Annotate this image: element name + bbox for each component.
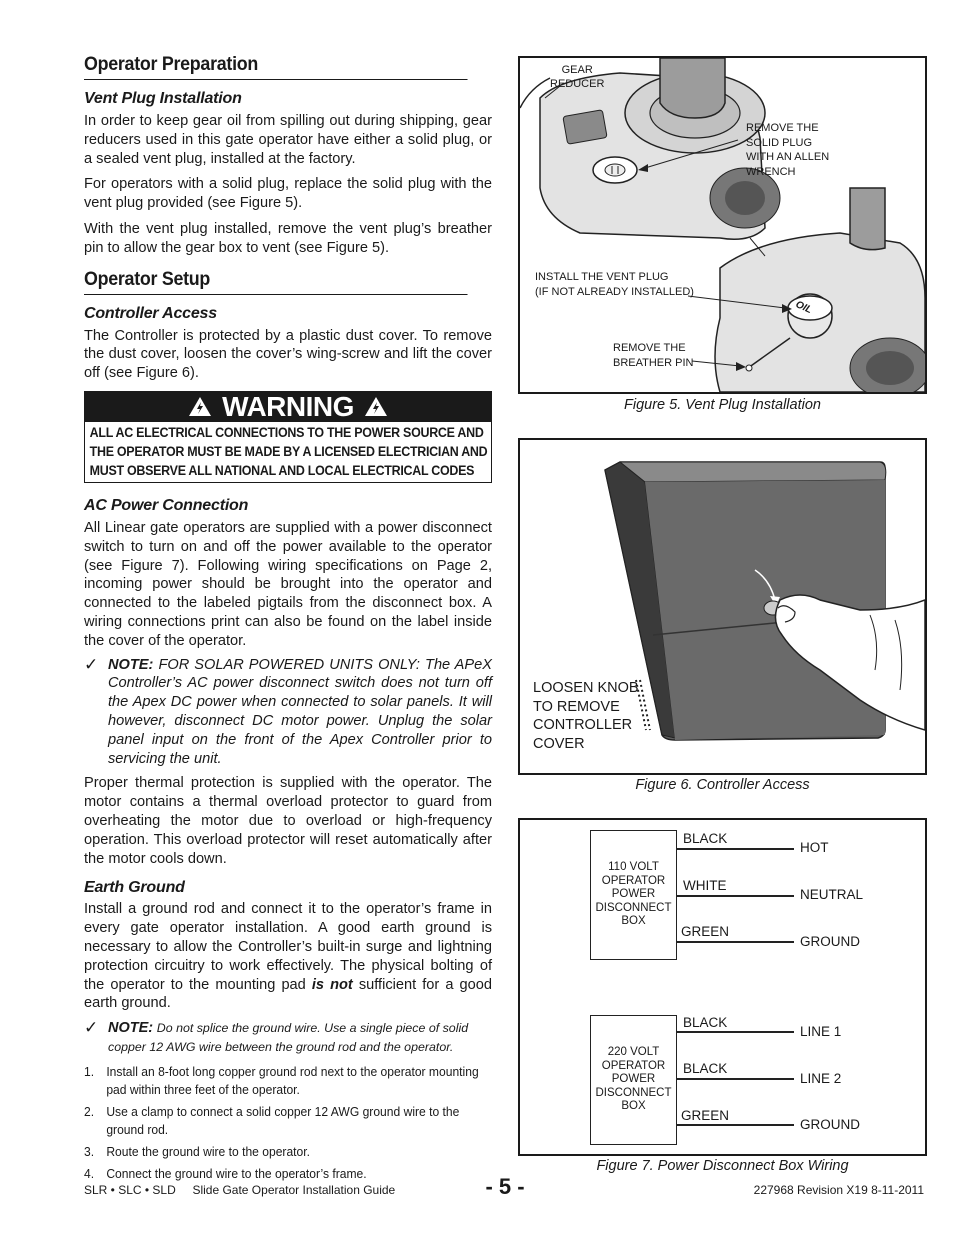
wire-line — [677, 895, 794, 897]
ground-note-body: Do not splice the ground wire. Use a single piece of solid copper 12 AWG wire between the ground rod and the operator. — [108, 1021, 469, 1054]
figure-5-caption: Figure 5. Vent Plug Installation — [624, 397, 821, 413]
wire-function-label: LINE 2 — [800, 1071, 842, 1086]
left-column — [84, 52, 492, 1183]
checkmark-icon: ✓ — [84, 654, 99, 674]
note-label: NOTE: — [108, 656, 154, 673]
oil-cap-label: OIL — [793, 299, 814, 317]
figure-6-caption: Figure 6. Controller Access — [635, 777, 810, 793]
wire-color-label: BLACK — [683, 1015, 728, 1030]
solar-note-body: FOR SOLAR POWERED UNITS ONLY: The APeX Controller’s AC power disconnect switch does not turn off the Apex DC power when connected to solar panels. It will however, disconnect DC motor power. Unplug the solar panel input on the front of the Apex Controller prior to servicing the unit. — [108, 656, 492, 767]
list-item: 4. Connect the ground wire to the operator’s frame. — [84, 1166, 367, 1182]
ac-power-heading: AC Power Connection — [84, 496, 249, 514]
list-item: 1. Install an 8-foot long copper ground rod next to the operator mounting pad within three feet of the operator. — [84, 1064, 479, 1098]
solar-note — [84, 656, 492, 769]
earth-ground-text-c: sufficient for a good earth ground. — [84, 976, 492, 1012]
page-number: - 5 - — [485, 1174, 525, 1199]
warning-triangle-icon — [364, 396, 388, 417]
vent-plug-paragraph-2: For operators with a solid plug, replace the solid plug with the vent plug provided (see Figure 5). — [84, 176, 492, 212]
footer-right: 227968 Revision X19 8-11-2011 — [753, 1183, 924, 1197]
loosen-knob-label: LOOSEN KNOB TO REMOVE CONTROLLER COVER — [533, 680, 639, 752]
ac-power-paragraph-1: All Linear gate operators are supplied with a power disconnect switch to turn on and off the power available to the operator (see Figure 7). Following wiring specifications on Page 2, incoming power should be brought into the operator and connected to the labeled pigtails from the disconnect box. A wiring connections print can also be found on the label inside the cover of the operator. — [84, 519, 492, 649]
warning-title: WARNING — [222, 390, 354, 422]
breather-pin-label: REMOVE THE BREATHER PIN — [613, 342, 694, 369]
wire-color-label: WHITE — [683, 878, 727, 893]
solid-plug-label: REMOVE THE SOLID PLUG WITH AN ALLEN WRENCH — [746, 122, 830, 178]
figure-7-caption: Figure 7. Power Disconnect Box Wiring — [596, 1158, 849, 1174]
ground-note — [84, 1019, 492, 1056]
wire-line — [677, 848, 794, 850]
gear-reducer-illustration — [520, 58, 925, 392]
wire-line — [677, 1031, 794, 1033]
vent-plug-paragraph-3: With the vent plug installed, remove the vent plug’s breather pin to allow the gear box to vent (see Figure 5). — [84, 220, 492, 256]
wire-color-label: GREEN — [681, 924, 730, 939]
figure-5 — [518, 56, 927, 394]
earth-ground-emphasis: is not — [311, 976, 353, 993]
wire-color-label: BLACK — [683, 831, 728, 846]
gear-reducer-label: GEAR REDUCER — [550, 64, 605, 90]
wire-function-label: LINE 1 — [800, 1024, 842, 1039]
figure-7 — [518, 818, 927, 1156]
figure-6 — [518, 438, 927, 775]
ground-steps-list — [84, 1063, 492, 1183]
earth-ground-heading: Earth Ground — [84, 879, 185, 897]
warning-text: ALL AC ELECTRICAL CONNECTIONS TO THE POWER SOURCE AND THE OPERATOR MUST BE MADE BY A LICENSED ELECTRICIAN AND MUST OBSERVE ALL NATIONAL AND LOCAL ELECTRICAL CODES — [89, 424, 488, 478]
ground-note-text — [108, 1019, 492, 1056]
wire-line — [677, 1078, 794, 1080]
vent-plug-heading: Vent Plug Installation — [84, 90, 242, 107]
wire-color-label: GREEN — [681, 1108, 730, 1123]
warning-header — [85, 392, 491, 422]
footer-left: SLR • SLC • SLD Slide Gate Operator Installation Guide — [84, 1183, 396, 1197]
note-label: NOTE: — [108, 1020, 154, 1037]
disconnect-box-110v: 110 VOLT OPERATOR POWER DISCONNECT BOX — [590, 830, 677, 960]
wire-function-label: GROUND — [800, 934, 860, 949]
checkmark-icon: ✓ — [84, 1018, 99, 1038]
wire-line — [677, 941, 794, 943]
list-item: 2. Use a clamp to connect a solid copper 12 AWG ground wire to the ground rod. — [84, 1104, 460, 1138]
wire-function-label: GROUND — [800, 1117, 860, 1132]
earth-ground-paragraph — [84, 900, 492, 1013]
ac-power-paragraph-2: Proper thermal protection is supplied with the operator. The motor contains a thermal overload protector to guard from overheating the motor due to overload or high-frequency operation. This overload protector will reset automatically after the motor cools down. — [84, 775, 492, 867]
disconnect-box-220v: 220 VOLT OPERATOR POWER DISCONNECT BOX — [590, 1015, 677, 1145]
wire-function-label: HOT — [800, 840, 829, 855]
list-item: 3. Route the ground wire to the operator. — [84, 1144, 310, 1160]
wire-line — [677, 1124, 794, 1126]
solar-note-text — [108, 656, 492, 769]
wire-color-label: BLACK — [683, 1061, 728, 1076]
operator-setup-heading: Operator Setup — [84, 269, 468, 295]
vent-plug-label: INSTALL THE VENT PLUG (IF NOT ALREADY INSTALLED) — [535, 271, 694, 298]
controller-access-heading: Controller Access — [84, 304, 217, 322]
vent-plug-paragraph-1: In order to keep gear oil from spilling out during shipping, gear reducers used in this gate operator have either a solid plug, or a sealed vent plug, installed at the factory. — [84, 113, 492, 167]
earth-ground-text-a: Install a ground rod and connect it to the operator’s frame in every gate operator installation. A good earth ground is necessary to allow the Controller’s built-in surge and lightning protection circuitry to work effectively. The physical bolting of the operator to the mounting pad — [84, 901, 492, 993]
controller-access-paragraph: The Controller is protected by a plastic dust cover. To remove the dust cover, loosen the cover’s wing-screw and lift the cover off (see Figure 6). — [84, 327, 492, 382]
warning-triangle-icon — [188, 396, 212, 417]
warning-box — [84, 391, 492, 483]
wire-function-label: NEUTRAL — [800, 887, 864, 902]
operator-preparation-heading: Operator Preparation — [84, 54, 468, 80]
